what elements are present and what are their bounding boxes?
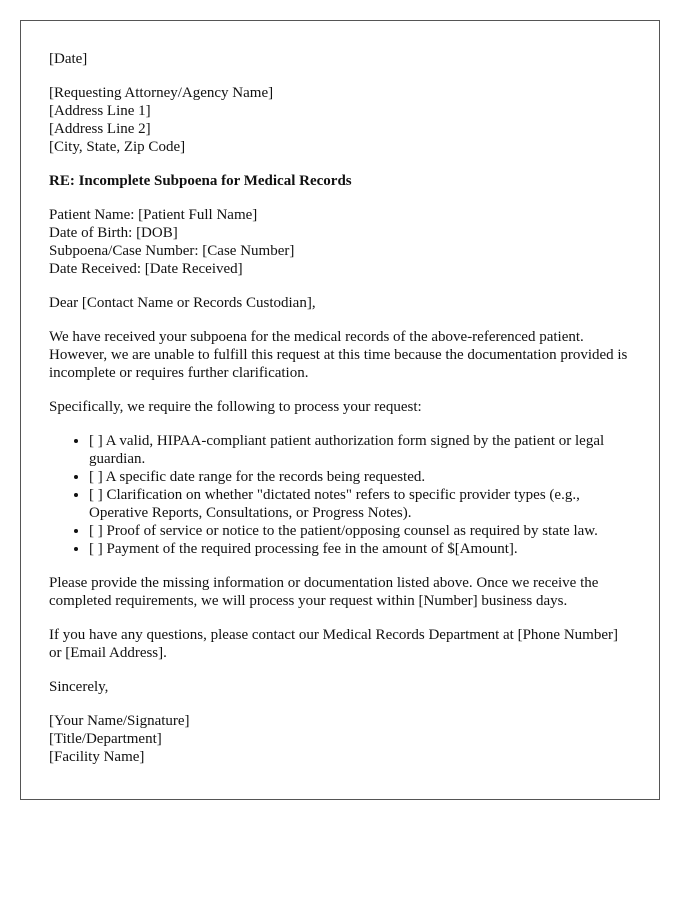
- intro-paragraph: We have received your subpoena for the medical records of the above-referenced patient. However, we are unable to fulfill this request at this time because the documentation provided is incomplete or requires further clarification.: [49, 329, 628, 381]
- patient-info-block: [49, 206, 631, 278]
- case-number: Subpoena/Case Number: [Case Number]: [49, 243, 295, 259]
- requirement-item-authorization: • [ ] A valid, HIPAA-compliant patient authorization form signed by the patient or legal guardian.: [89, 432, 631, 468]
- signature-name: [Your Name/Signature]: [49, 713, 190, 729]
- letter-date: [Date]: [49, 51, 88, 67]
- signature-facility: [Facility Name]: [49, 749, 145, 765]
- requirement-item-proof-of-service: • [ ] Proof of service or notice to the patient/opposing counsel as required by state law.: [89, 522, 631, 540]
- patient-name: Patient Name: [Patient Full Name]: [49, 207, 258, 223]
- date-block: [49, 50, 631, 68]
- closing: Sincerely,: [49, 679, 109, 695]
- subject-line: RE: Incomplete Subpoena for Medical Records: [49, 173, 352, 189]
- requirement-item-dictated-notes: • [ ] Clarification on whether "dictated notes" refers to specific provider types (e.g., Operative Reports, Consultations, or Progress Notes).: [89, 486, 631, 522]
- requirement-item-processing-fee: • [ ] Payment of the required processing fee in the amount of $[Amount].: [89, 540, 631, 558]
- requirements-list: [49, 432, 631, 558]
- salutation: Dear [Contact Name or Records Custodian],: [49, 295, 316, 311]
- signature-title: [Title/Department]: [49, 731, 162, 747]
- signature-block: [49, 712, 631, 766]
- date-received: Date Received: [Date Received]: [49, 261, 243, 277]
- recipient-address-block: [49, 84, 631, 156]
- contact-paragraph: If you have any questions, please contact our Medical Records Department at [Phone Number] or [Email Address].: [49, 627, 618, 661]
- patient-dob: Date of Birth: [DOB]: [49, 225, 178, 241]
- requirement-item-date-range: • [ ] A specific date range for the records being requested.: [89, 468, 631, 486]
- letter-document: [20, 20, 660, 800]
- recipient-address-line-2: [Address Line 2]: [49, 121, 151, 137]
- requirements-intro: Specifically, we require the following to process your request:: [49, 399, 422, 415]
- recipient-city-state-zip: [City, State, Zip Code]: [49, 139, 186, 155]
- follow-up-paragraph: Please provide the missing information or documentation listed above. Once we receive the completed requirements, we will process your request within [Number] business days.: [49, 575, 599, 609]
- recipient-address-line-1: [Address Line 1]: [49, 103, 151, 119]
- recipient-name: [Requesting Attorney/Agency Name]: [49, 85, 274, 101]
